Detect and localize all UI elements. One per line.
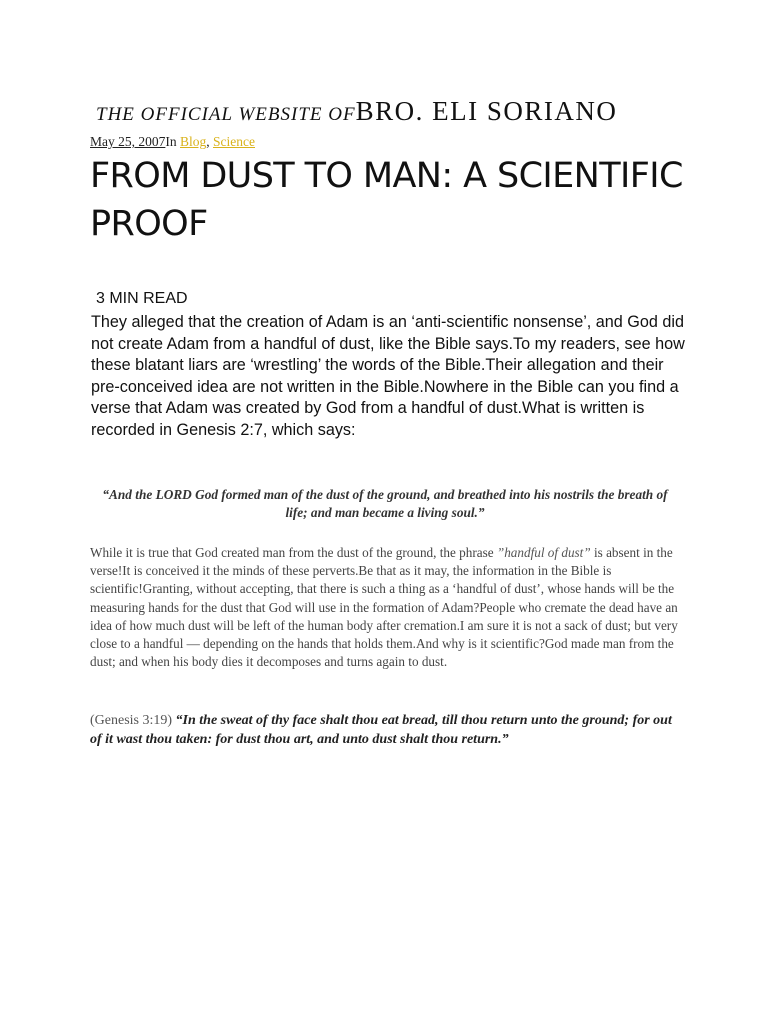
- body-text-before: While it is true that God created man from the dust of the ground, the phrase: [90, 545, 497, 560]
- article-headline: FROM DUST TO MAN: A SCIENTIFIC PROOF: [90, 156, 683, 244]
- reference-paragraph: [90, 711, 684, 749]
- site-title-prefix: THE OFFICIAL WEBSITE OF: [96, 104, 356, 125]
- site-title-name: BRO. ELI SORIANO: [355, 96, 618, 126]
- lead-paragraph: They alleged that the creation of Adam is an ‘anti-scientific nonsense’, and God did not create Adam from a handful of dust, like the Bible says.To my readers, see how these blatant liars are ‘wrestling’ the words of the Bible.Their allegation and their pre-conceived idea are not written in the Bible.Nowhere in the Bible can you find a verse that Adam was created by God from a handful of dust.What is written is recorded in Genesis 2:7, which says:: [91, 313, 685, 439]
- post-date[interactable]: May 25, 2007: [90, 134, 166, 149]
- site-title[interactable]: [96, 96, 716, 127]
- reference-label: (Genesis 3:19): [90, 713, 176, 728]
- genesis-quote: “And the LORD God formed man of the dust of the ground, and breathed into his nostrils the breath of life; and man became a living soul.”: [102, 487, 668, 520]
- category-link-blog[interactable]: Blog: [180, 134, 207, 149]
- reference-quote: “In the sweat of thy face shalt thou eat bread, till thou return unto the ground; for out of it wast thou taken: for dust thou art, and unto dust shalt thou return.”: [90, 713, 672, 747]
- category-separator: ,: [206, 134, 214, 149]
- body-text-after: is absent in the verse!It is conceived it the minds of these perverts.Be that as it may, the information in the Bible is scientific!Granting, without accepting, that there is such a thing as a ‘handful of dust’, whose hands will be the measuring hands for the dust that God will use in the formation of Adam?People who cremate the dead have an idea of how much dust will be left of the human body after cremation.I am sure it is not a sack of dust; but very close to a handful — depending on the hands that holds them.And why is it scientific?God made man from the dust; and when his body dies it decomposes and turns again to dust.: [90, 545, 678, 670]
- body-highlight-phrase: ”handful of dust”: [496, 545, 591, 560]
- category-in-label: In: [165, 134, 180, 149]
- body-paragraph: [90, 544, 684, 671]
- category-link-science[interactable]: Science: [213, 134, 255, 149]
- post-meta: [90, 134, 255, 150]
- read-time: 3 MIN READ: [96, 290, 188, 307]
